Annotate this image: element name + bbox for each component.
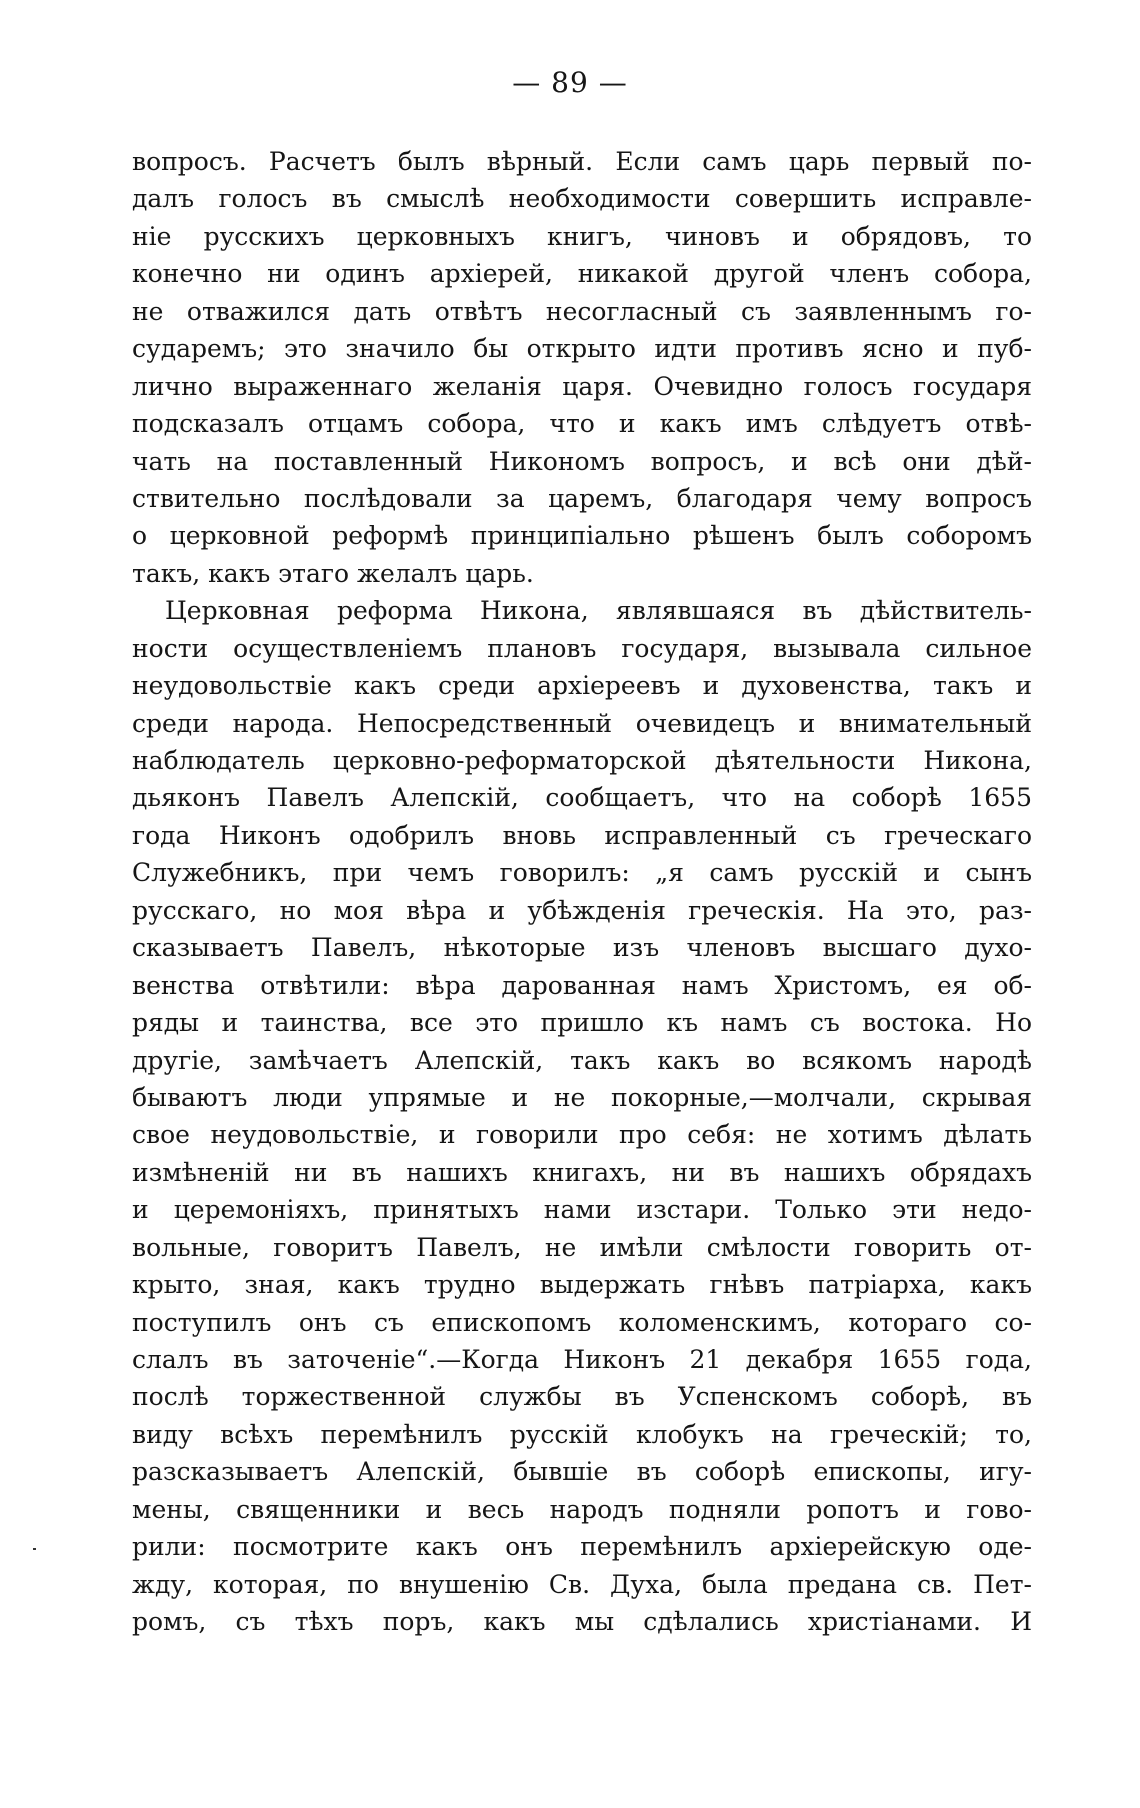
text-line: среди народа. Непосредственный очевидецъ и внимательный (132, 708, 1032, 738)
text-line: вопросъ. Расчетъ былъ вѣрный. Если самъ царь первый по- (132, 147, 1032, 176)
text-line: далъ голосъ въ смыслѣ необходимости совершить исправле- (132, 184, 1032, 214)
text-line: разсказываетъ Алепскій, бывшіе въ соборѣ епископы, игу- (132, 1457, 1032, 1487)
text-line: вольные, говоритъ Павелъ, не имѣли смѣлости говорить от- (132, 1232, 1032, 1262)
page-number: — 89 — (512, 66, 628, 99)
text-line: измѣненій ни въ нашихъ книгахъ, ни въ нашихъ обрядахъ (132, 1157, 1032, 1187)
text-line: Служебникъ, при чемъ говорилъ: „я самъ русскій и сынъ (132, 858, 1032, 888)
text-line: и церемоніяхъ, принятыхъ нами изстари. Только эти недо- (132, 1195, 1032, 1225)
text-line: мены, священники и весь народъ подняли ропотъ и гово- (132, 1494, 1032, 1524)
text-line: ствительно послѣдовали за царемъ, благодаря чему вопросъ (132, 483, 1032, 513)
text-line: слалъ въ заточеніе“.—Когда Никонъ 21 декабря 1655 года, (132, 1345, 1032, 1374)
paragraph-last-line: такъ, какъ этаго желалъ царь. (132, 558, 534, 588)
text-line: ніе русскихъ церковныхъ книгъ, чиновъ и обрядовъ, то (132, 221, 1032, 251)
text-line: свое неудовольствіе, и говорили про себя: не хотимъ дѣлать (132, 1120, 1032, 1150)
text-line: года Никонъ одобрилъ вновь исправленный съ греческаго (132, 820, 1032, 850)
text-line: венства отвѣтили: вѣра дарованная намъ Христомъ, ея об- (132, 970, 1032, 1000)
text-line: не отважился дать отвѣтъ несогласный съ заявленнымъ го- (132, 296, 1032, 326)
text-line: дьяконъ Павелъ Алепскій, сообщаетъ, что на соборѣ 1655 (132, 783, 1032, 813)
text-line: жду, которая, по внушенію Св. Духа, была предана св. Пет- (132, 1569, 1032, 1599)
text-line: сударемъ; это значило бы открыто идти противъ ясно и пуб- (132, 334, 1032, 364)
text-line: виду всѣхъ перемѣнилъ русскій клобукъ на греческій; то, (132, 1419, 1032, 1449)
paragraph-first-line: Церковная реформа Никона, являвшаяся въ дѣйствитель- (165, 596, 1032, 626)
text-line: ромъ, съ тѣхъ поръ, какъ мы сдѣлались христіанами. И (132, 1607, 1032, 1637)
text-line: русскаго, но моя вѣра и убѣжденія греческія. На это, раз- (132, 895, 1032, 925)
text-line: другіе, замѣчаетъ Алепскій, такъ какъ во всякомъ народѣ (132, 1045, 1032, 1075)
text-line: неудовольствіе какъ среди архіереевъ и духовенства, такъ и (132, 671, 1032, 701)
text-line: наблюдатель церковно-реформаторской дѣятельности Никона, (132, 746, 1032, 775)
text-line: сказываетъ Павелъ, нѣкоторые изъ членовъ высшаго духо- (132, 933, 1032, 963)
text-line: ряды и таинства, все это пришло къ намъ съ востока. Но (132, 1008, 1032, 1038)
text-line: чать на поставленный Никономъ вопросъ, и всѣ они дѣй- (132, 446, 1032, 476)
text-line: поступилъ онъ съ епископомъ коломенскимъ, котораго со- (132, 1307, 1032, 1337)
text-line: о церковной реформѣ принципіально рѣшенъ былъ соборомъ (132, 521, 1032, 551)
scan-speck (33, 1548, 36, 1550)
text-line: рили: посмотрите какъ онъ перемѣнилъ архіерейскую оде- (132, 1532, 1032, 1562)
text-line: подсказалъ отцамъ собора, что и какъ имъ слѣдуетъ отвѣ- (132, 409, 1032, 439)
text-line: крыто, зная, какъ трудно выдержать гнѣвъ патріарха, какъ (132, 1270, 1032, 1300)
text-line: ности осуществленіемъ плановъ государя, вызывала сильное (132, 633, 1032, 663)
body-text (132, 143, 1032, 1641)
text-line: конечно ни одинъ архіерей, никакой другой членъ собора, (132, 259, 1032, 289)
text-line: бываютъ люди упрямые и не покорные,—молчали, скрывая (132, 1082, 1032, 1112)
text-line: лично выраженнаго желанія царя. Очевидно голосъ государя (132, 371, 1032, 401)
text-line: послѣ торжественной службы въ Успенскомъ соборѣ, въ (132, 1382, 1032, 1412)
